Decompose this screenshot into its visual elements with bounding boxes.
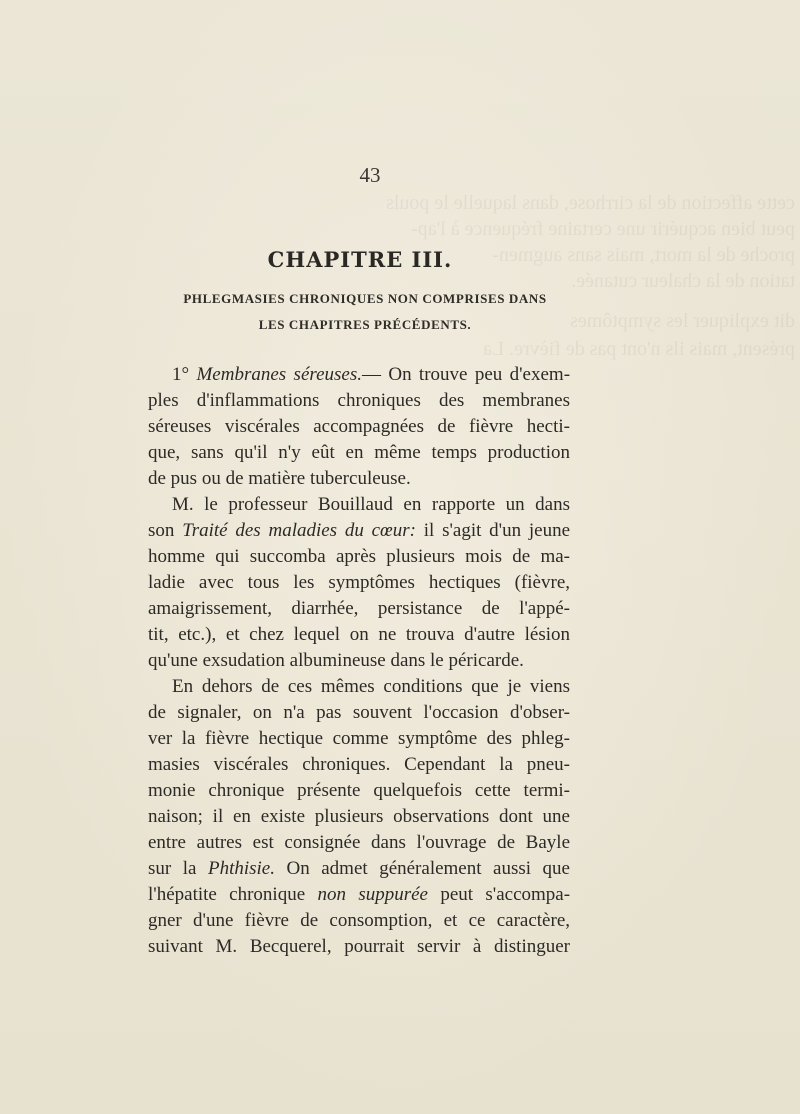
- text-line: de signaler, on n'a pas souvent l'occasion d'obser-: [148, 702, 570, 723]
- text-line: suivant M. Becquerel, pourrait servir à distinguer: [148, 936, 570, 957]
- chapter-subtitle-line-2: LES CHAPITRES PRÉCÉDENTS.: [258, 317, 472, 332]
- page-number: 43: [359, 163, 381, 187]
- text-line: En dehors de ces mêmes conditions que je viens: [172, 676, 570, 697]
- text-line: [148, 362, 570, 388]
- text-line: entre autres est consignée dans l'ouvrage de Bayle: [148, 832, 570, 853]
- text-fragment: son: [148, 520, 175, 541]
- text-line: M. le professeur Bouillaud en rapporte un dans: [172, 494, 570, 515]
- text-line: amaigrissement, diarrhée, persistance de l'appé-: [148, 598, 570, 619]
- chapter-subtitle-line-1: PHLEGMASIES CHRONIQUES NON COMPRISES DANS: [183, 291, 547, 306]
- text-fragment: sur la: [148, 858, 197, 879]
- text-line: ples d'inflammations chroniques des membranes: [148, 390, 570, 411]
- text-line: tit, etc.), et chez lequel on ne trouva d'autre lésion: [148, 624, 570, 645]
- show-through-line: peut bien acquérir une certaine fréquence à l'ap-: [411, 218, 795, 240]
- text-line: ver la fièvre hectique comme symptôme des phleg-: [148, 728, 570, 749]
- section-number: 1°: [172, 364, 190, 385]
- text-fragment: — On trouve peu d'exem-: [361, 364, 571, 385]
- text-line: naison; il en existe plusieurs observations dont une: [148, 806, 570, 827]
- show-through-line: tation de la chaleur cutanée.: [571, 270, 795, 292]
- text-fragment: peut s'accompa-: [440, 884, 571, 905]
- text-line: qu'une exsudation albumineuse dans le péricarde.: [148, 650, 524, 671]
- chapter-title: CHAPITRE III.: [267, 247, 453, 272]
- text-line: [148, 856, 570, 882]
- text-line: séreuses viscérales accompagnées de fièvre hecti-: [148, 416, 570, 437]
- show-through-line: présent, mais ils n'ont pas de fièvre. La: [483, 338, 795, 360]
- show-through-line: proche de la mort, mais sans augmen-: [492, 244, 795, 266]
- text-line: que, sans qu'il n'y eût en même temps production: [148, 442, 570, 463]
- text-fragment: l'hépatite chronique: [148, 884, 306, 905]
- book-title: Phthisie.: [207, 858, 275, 879]
- show-through-line: dit expliquer les symptômes: [570, 310, 795, 332]
- text-line: de pus ou de matière tuberculeuse.: [148, 468, 411, 489]
- text-line: homme qui succomba après plusieurs mois de ma-: [148, 546, 570, 567]
- book-title: Traité des maladies du cœur:: [182, 520, 416, 541]
- paragraph-fievre-hectique: [148, 674, 570, 960]
- text-line: [148, 882, 570, 908]
- emphasis: non suppurée: [317, 884, 428, 905]
- show-through-line: cette affection de la cirrhose, dans laquelle le pouls: [386, 192, 795, 214]
- text-line: masies viscérales chroniques. Cependant la pneu-: [148, 754, 570, 775]
- text-line: monie chronique présente quelquefois cette termi-: [148, 780, 570, 801]
- text-fragment: il s'agit d'un jeune: [423, 520, 571, 541]
- text-fragment: On admet généralement aussi que: [286, 858, 570, 879]
- section-heading: Membranes séreuses.: [196, 364, 362, 385]
- paragraph-bouillaud: [148, 492, 570, 674]
- paragraph-membranes-sereuses: [148, 362, 570, 492]
- text-line: [148, 518, 570, 544]
- text-line: gner d'une fièvre de consomption, et ce caractère,: [148, 910, 570, 931]
- text-line: ladie avec tous les symptômes hectiques (fièvre,: [148, 572, 570, 593]
